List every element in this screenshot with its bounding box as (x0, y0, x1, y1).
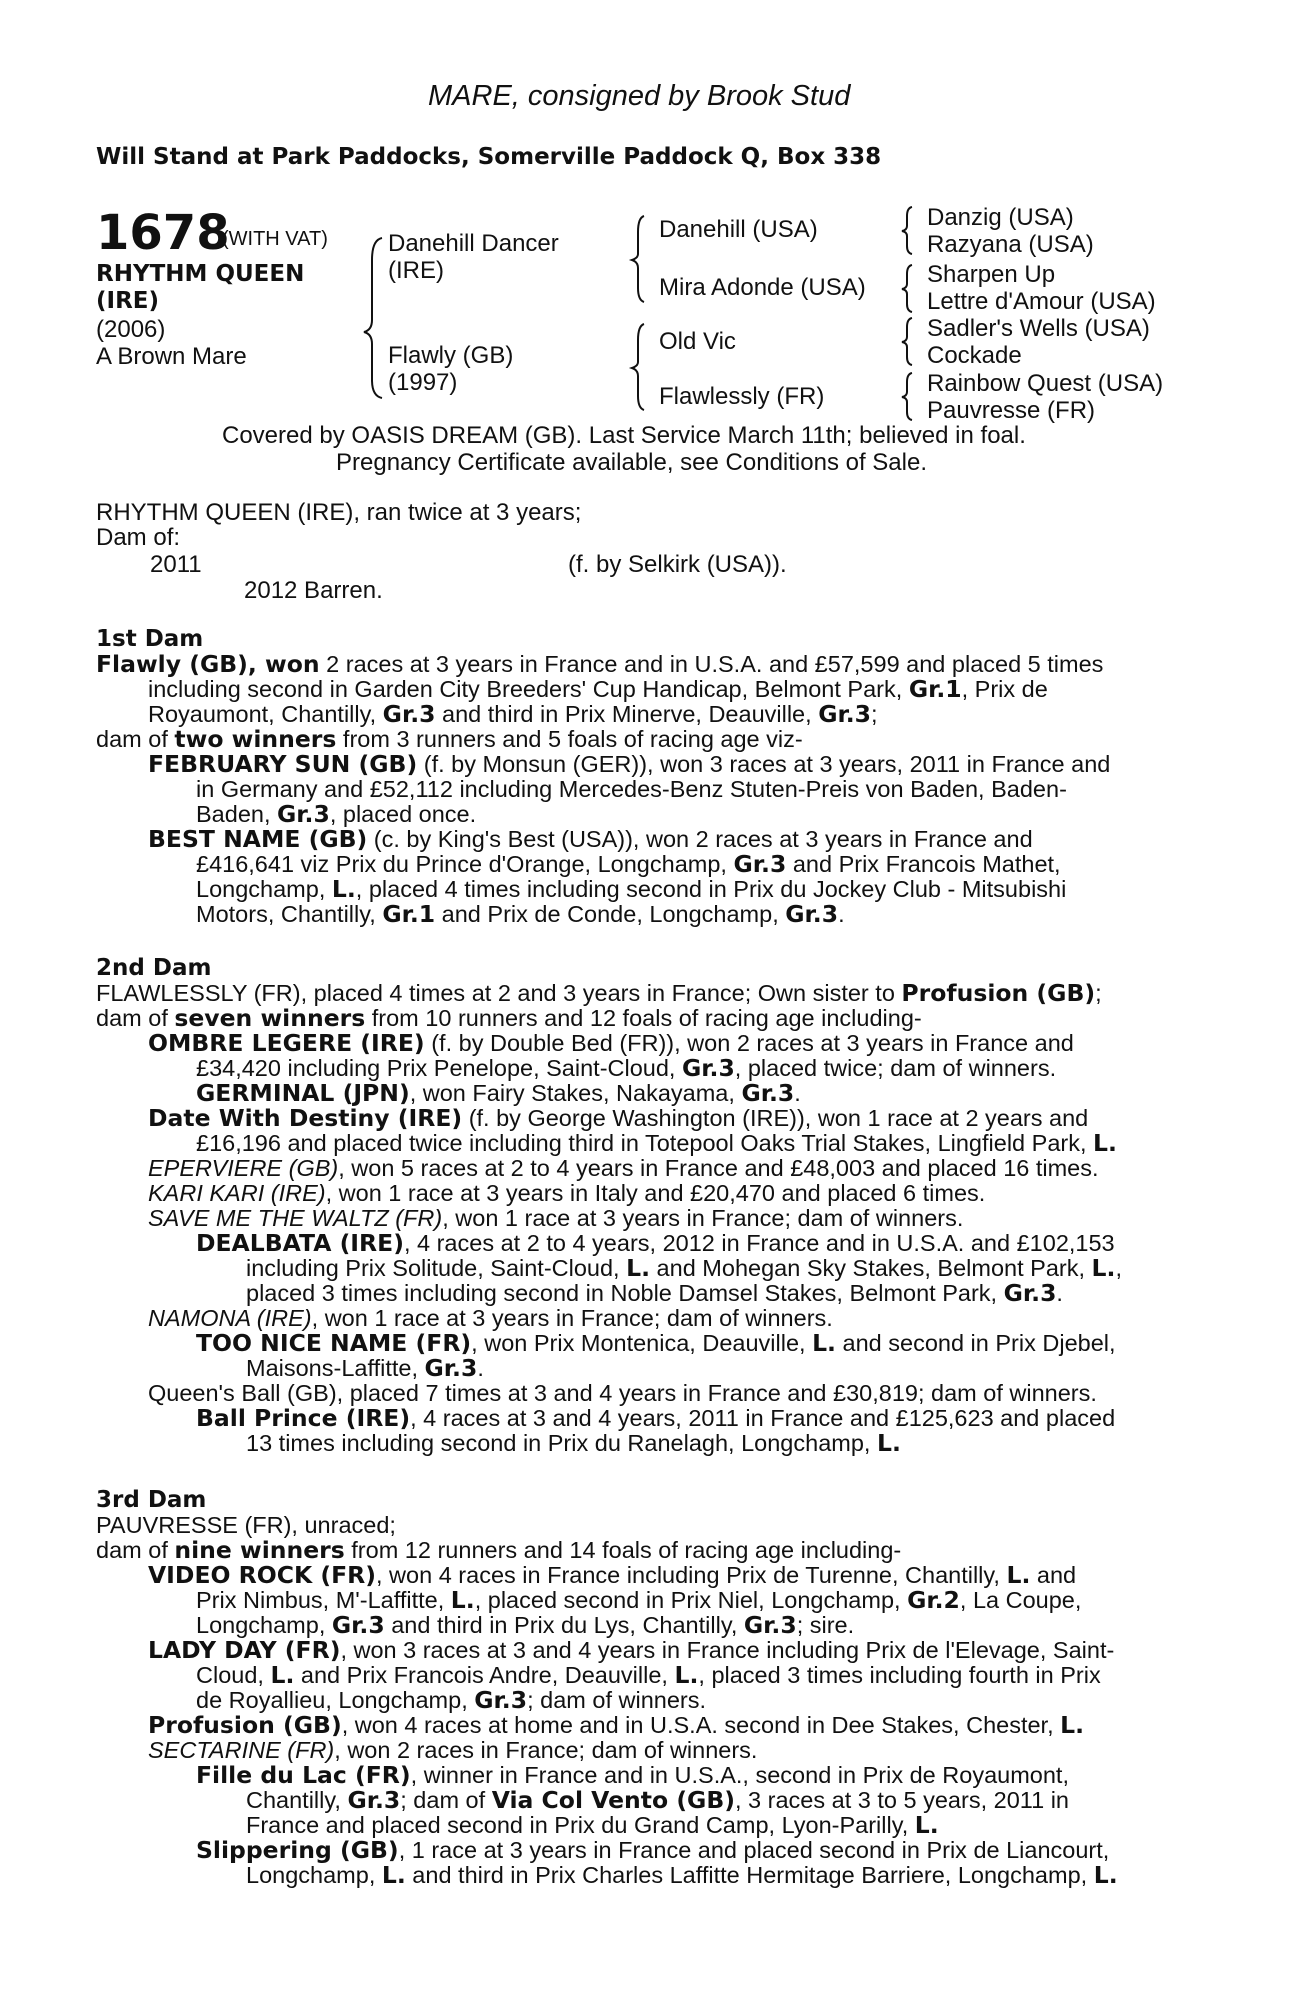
text-line: Queen's Ball (GB), placed 7 times at 3 and 4 years in France and £30,819; dam of winners. (148, 1380, 1097, 1406)
text-line: including second in Garden City Breeders' Cup Handicap, Belmont Park, Gr.1, Prix de (148, 675, 1048, 703)
text-line: FLAWLESSLY (FR), placed 4 times at 2 and 3 years in France; Own sister to Profusion (GB); (96, 979, 1102, 1007)
pedigree-brace-ggs1 (898, 204, 918, 256)
first-dam-section (96, 652, 1203, 932)
pedigree-sire-country: (IRE) (388, 257, 444, 284)
text-line: NAMONA (IRE), won 1 race at 3 years in France; dam of winners. (148, 1305, 833, 1331)
horse-country: (IRE) (96, 288, 160, 314)
text-line: dam of seven winners from 10 runners and 12 foals of racing age including- (96, 1004, 922, 1032)
location-line: Will Stand at Park Paddocks, Somerville Paddock Q, Box 338 (96, 144, 882, 170)
pedigree-ggs-2: Razyana (USA) (927, 231, 1094, 258)
horse-year: (2006) (96, 316, 166, 343)
pedigree-brace-ggs3 (898, 315, 918, 367)
text-line: SECTARINE (FR), won 2 races in France; dam of winners. (148, 1737, 758, 1763)
produce-2011-note: (f. by Selkirk (USA)). (568, 551, 787, 578)
text-line: Cloud, L. and Prix Francois Andre, Deauville, L., placed 3 times including fourth in Prix (196, 1661, 1101, 1689)
text-line: Maisons-Laffitte, Gr.3. (246, 1354, 484, 1382)
first-dam-heading: 1st Dam (96, 626, 204, 652)
pedigree-ggs-5: Sadler's Wells (USA) (927, 315, 1150, 342)
dam-of-label: Dam of: (96, 524, 181, 551)
pedigree-ggs-7: Rainbow Quest (USA) (927, 370, 1164, 397)
text-line: SAVE ME THE WALTZ (FR), won 1 race at 3 years in France; dam of winners. (148, 1205, 964, 1231)
second-dam-heading: 2nd Dam (96, 955, 212, 981)
horse-description: A Brown Mare (96, 343, 247, 370)
pedigree-ggs-4: Lettre d'Amour (USA) (927, 288, 1156, 315)
text-line: Ball Prince (IRE), 4 races at 3 and 4 years, 2011 in France and £125,623 and placed (196, 1404, 1116, 1432)
text-line: PAUVRESSE (FR), unraced; (96, 1512, 396, 1538)
text-line: de Royallieu, Longchamp, Gr.3; dam of winners. (196, 1686, 707, 1714)
horse-name: RHYTHM QUEEN (96, 261, 305, 287)
text-line: including Prix Solitude, Saint-Cloud, L. and Mohegan Sky Stakes, Belmont Park, L., (246, 1254, 1122, 1282)
produce-2012: 2012 Barren. (244, 577, 383, 604)
text-line: £416,641 viz Prix du Prince d'Orange, Longchamp, Gr.3 and Prix Francois Mathet, (196, 850, 1061, 878)
text-line: Date With Destiny (IRE) (f. by George Washington (IRE)), won 1 race at 2 years and (148, 1104, 1089, 1132)
text-line: Profusion (GB), won 4 races at home and in U.S.A. second in Dee Stakes, Chester, L. (148, 1711, 1085, 1739)
text-line: Longchamp, L., placed 4 times including second in Prix du Jockey Club - Mitsubishi (196, 875, 1067, 903)
text-line: Royaumont, Chantilly, Gr.3 and third in Prix Minerve, Deauville, Gr.3; (148, 700, 878, 728)
text-line: £16,196 and placed twice including third in Totepool Oaks Trial Stakes, Lingfield Park, L. (196, 1129, 1117, 1157)
pedigree-ggs-1: Danzig (USA) (927, 204, 1074, 231)
text-line: Slippering (GB), 1 race at 3 years in France and placed second in Prix de Liancourt, (196, 1836, 1110, 1864)
text-line: France and placed second in Prix du Grand Camp, Lyon-Parilly, L. (246, 1811, 939, 1839)
text-line: OMBRE LEGERE (IRE) (f. by Double Bed (FR)), won 2 races at 3 years in France and (148, 1029, 1074, 1057)
pedigree-brace-sire (360, 230, 390, 400)
text-line: Prix Nimbus, M'-Laffitte, L., placed second in Prix Niel, Longchamp, Gr.2, La Coupe, (196, 1586, 1082, 1614)
intro-line: RHYTHM QUEEN (IRE), ran twice at 3 years; (96, 499, 582, 526)
text-line: Flawly (GB), won 2 races at 3 years in France and in U.S.A. and £57,599 and placed 5 times (96, 650, 1104, 678)
text-line: Fille du Lac (FR), winner in France and in U.S.A., second in Prix de Royaumont, (196, 1761, 1069, 1789)
produce-2011-year: 2011 (150, 551, 202, 578)
text-line: GERMINAL (JPN), won Fairy Stakes, Nakayama, Gr.3. (196, 1079, 801, 1107)
third-dam-section (96, 1513, 1203, 1893)
text-line: dam of nine winners from 12 runners and 14 foals of racing age including- (96, 1536, 902, 1564)
text-line: DEALBATA (IRE), 4 races at 2 to 4 years, 2012 in France and in U.S.A. and £102,153 (196, 1229, 1115, 1257)
pedigree-ggs-6: Cockade (927, 342, 1022, 369)
pedigree-ggs-3: Sharpen Up (927, 261, 1056, 288)
text-line: placed 3 times including second in Noble Damsel Stakes, Belmont Park, Gr.3. (246, 1279, 1063, 1307)
pedigree-grandsire-2: Old Vic (659, 328, 736, 355)
text-line: LADY DAY (FR), won 3 races at 3 and 4 years in France including Prix de l'Elevage, Saint- (148, 1636, 1115, 1664)
pedigree-grandsire-1: Danehill (USA) (659, 216, 818, 243)
pedigree-ggs-8: Pauvresse (FR) (927, 397, 1096, 424)
pedigree-brace-ggs2 (898, 262, 918, 314)
text-line: Baden, Gr.3, placed once. (196, 800, 477, 828)
pedigree-brace-gs1 (628, 212, 652, 304)
pedigree-granddam-2: Flawlessly (FR) (659, 383, 825, 410)
pedigree-brace-ggs4 (898, 370, 918, 422)
lot-number: 1678 (96, 205, 230, 261)
text-line: in Germany and £52,112 including Mercedes-Benz Stuten-Preis von Baden, Baden- (196, 776, 1067, 802)
covered-line: Covered by OASIS DREAM (GB). Last Service March 11th; believed in foal. (222, 422, 1026, 449)
second-dam-section (96, 979, 1203, 1457)
page-title: MARE, consigned by Brook Stud (428, 80, 851, 112)
text-line: Longchamp, L. and third in Prix Charles Laffitte Hermitage Barriere, Longchamp, L. (246, 1861, 1118, 1889)
pedigree-granddam-1: Mira Adonde (USA) (659, 274, 866, 301)
third-dam-heading: 3rd Dam (96, 1487, 207, 1513)
text-line: KARI KARI (IRE), won 1 race at 3 years in Italy and £20,470 and placed 6 times. (148, 1180, 986, 1206)
pedigree-sire: Danehill Dancer (388, 230, 559, 257)
text-line: FEBRUARY SUN (GB) (f. by Monsun (GER)), won 3 races at 3 years, 2011 in France and (148, 750, 1111, 778)
text-line: Chantilly, Gr.3; dam of Via Col Vento (GB), 3 races at 3 to 5 years, 2011 in (246, 1786, 1069, 1814)
pedigree-brace-gs2 (628, 320, 652, 412)
text-line: £34,420 including Prix Penelope, Saint-Cloud, Gr.3, placed twice; dam of winners. (196, 1054, 1057, 1082)
text-line: dam of two winners from 3 runners and 5 foals of racing age viz- (96, 725, 803, 753)
vat-label: (WITH VAT) (222, 228, 328, 250)
text-line: 13 times including second in Prix du Ranelagh, Longchamp, L. (246, 1429, 901, 1457)
pedigree-dam: Flawly (GB) (388, 342, 514, 369)
pedigree-dam-year: (1997) (388, 369, 458, 396)
pregnancy-line: Pregnancy Certificate available, see Conditions of Sale. (336, 449, 927, 476)
text-line: VIDEO ROCK (FR), won 4 races in France including Prix de Turenne, Chantilly, L. and (148, 1561, 1077, 1589)
text-line: EPERVIERE (GB), won 5 races at 2 to 4 years in France and £48,003 and placed 16 times. (148, 1155, 1099, 1181)
text-line: BEST NAME (GB) (c. by King's Best (USA)), won 2 races at 3 years in France and (148, 825, 1033, 853)
text-line: Motors, Chantilly, Gr.1 and Prix de Conde, Longchamp, Gr.3. (196, 900, 845, 928)
text-line: Longchamp, Gr.3 and third in Prix du Lys, Chantilly, Gr.3; sire. (196, 1611, 855, 1639)
text-line: TOO NICE NAME (FR), won Prix Montenica, Deauville, L. and second in Prix Djebel, (196, 1329, 1116, 1357)
